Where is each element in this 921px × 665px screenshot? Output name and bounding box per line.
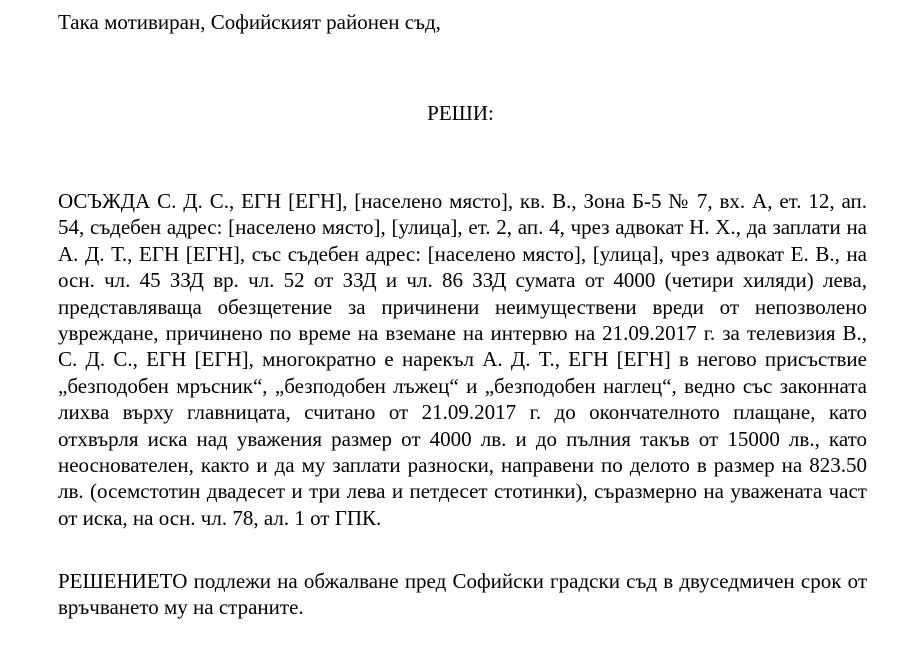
ruling-paragraph: ОСЪЖДА С. Д. С., ЕГН [ЕГН], [населено място], кв. В., Зона Б-5 № 7, вх. А, ет. 12, ап. 54, съдебен адрес: [населено място], [улица], ет. 2, ап. 4, чрез адвокат Н. Х., да заплати на А. Д. Т., ЕГН [ЕГН], със съдебен адрес: [населено място], [улица], чрез адвокат Е. В., на осн. чл. 45 ЗЗД вр. чл. 52 от ЗЗД и чл. 86 ЗЗД сумата от 4000 (четири хиляди) лева, представляваща обезщетение за причинени неимуществени вреди от непозволено увреждане, причинено по време на вземане на интервю на 21.09.2017 г. за телевизия В., С. Д. С., ЕГН [ЕГН], многократно е нарекъл А. Д. Т., ЕГН [ЕГН] в негово присъствие „безподобен мръсник“, „безподобен лъжец“ и „безподобен наглец“, ведно със законната лихва върху главницата, считано от 21.09.2017 г. до окончателното плащане, като отхвърля иска над уважения размер от 4000 лв. и до пълния такъв от 15000 лв., като неоснователен, както и да му заплати разноски, направени по делото в размер на 823.50 лв. (осемстотин двадесет и три лева и петдесет стотинки), съразмерно на уважената част от иска, на осн. чл. 78, ал. 1 от ГПК.: [58, 189, 867, 530]
intro-line: Така мотивиран, Софийският районен съд,: [58, 10, 441, 34]
decision-heading: РЕШИ:: [427, 101, 494, 125]
appeal-paragraph: РЕШЕНИЕТО подлежи на обжалване пред Софийски градски съд в двуседмичен срок от връчването му на страните.: [58, 569, 867, 620]
